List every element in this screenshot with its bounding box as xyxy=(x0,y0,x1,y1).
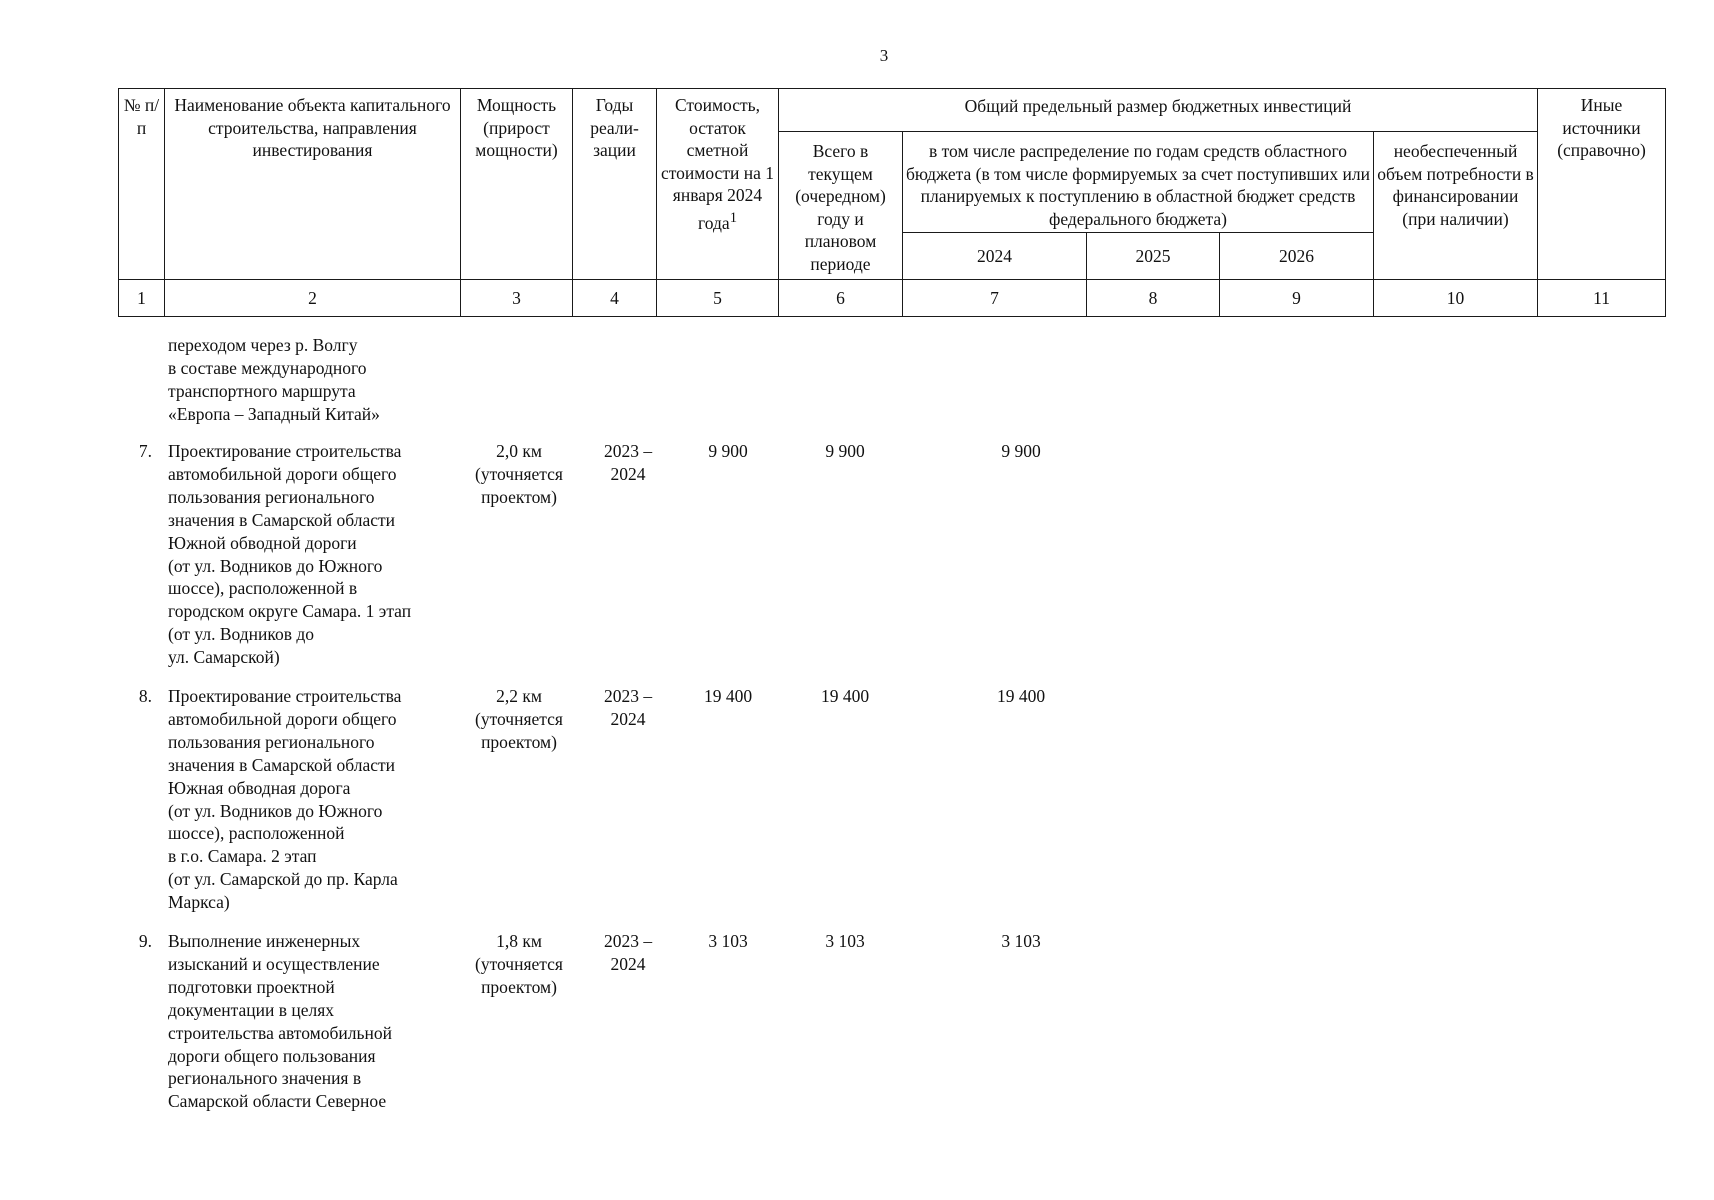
object-name: переходом через р. Волгу в составе международного транспортного маршрута «Европа – Западный Китай» xyxy=(168,335,380,424)
object-name: Выполнение инженерных изысканий и осуществление подготовки проектной документации в целях строительства автомобильной дороги общего пользования регионального значения в Самарской области Северное xyxy=(168,931,392,1112)
page-number: 3 xyxy=(879,46,889,65)
row-number: 7. xyxy=(138,441,152,461)
header-cost-footnote: 1 xyxy=(729,209,737,226)
header-name: Наименование объекта капитального строительства, направления инвестирования xyxy=(165,89,461,280)
object-capacity: 1,8 км (уточняется проектом) xyxy=(475,931,563,997)
header-cost-text: Стоимость, остаток сметной стоимости на 1 января 2024 года xyxy=(661,95,774,233)
object-capacity: 2,2 км (уточняется проектом) xyxy=(475,686,563,752)
total-value: 3 103 xyxy=(825,931,865,951)
column-number: 9 xyxy=(1220,280,1374,317)
column-number: 1 xyxy=(119,280,165,317)
column-number: 8 xyxy=(1087,280,1220,317)
column-number: 5 xyxy=(657,280,779,317)
column-number: 11 xyxy=(1538,280,1666,317)
header-other-sources: Иные источники (справочно) xyxy=(1538,89,1666,280)
year-2024-value: 3 103 xyxy=(1001,931,1041,951)
year-2024-value: 9 900 xyxy=(1001,441,1041,461)
header-capacity: Мощность (прирост мощности) xyxy=(461,89,573,280)
cost-value: 9 900 xyxy=(708,441,748,461)
header-total-current: Всего в текущем (очередном) году и плановом периоде xyxy=(779,132,903,280)
total-value: 19 400 xyxy=(820,686,870,706)
header-no: № п/п xyxy=(119,89,165,280)
column-number: 7 xyxy=(903,280,1087,317)
investment-table-header xyxy=(118,88,1666,317)
header-cost xyxy=(657,89,779,280)
header-distribution: в том числе распределение по годам средств областного бюджета (в том числе формируемых за счет поступивших или планируемых к поступлению в областной бюджет средств федерального бюджета) xyxy=(903,132,1374,233)
implementation-years: 2023 – 2024 xyxy=(603,441,653,484)
row-number: 9. xyxy=(138,931,152,951)
header-total-investment: Общий предельный размер бюджетных инвестиций xyxy=(779,89,1538,132)
column-number: 4 xyxy=(573,280,657,317)
implementation-years: 2023 – 2024 xyxy=(603,931,653,974)
header-year-2024: 2024 xyxy=(903,233,1087,280)
column-number: 2 xyxy=(165,280,461,317)
header-year-2026: 2026 xyxy=(1220,233,1374,280)
cost-value: 19 400 xyxy=(703,686,753,706)
column-number: 3 xyxy=(461,280,573,317)
object-capacity: 2,0 км (уточняется проектом) xyxy=(475,441,563,507)
object-name: Проектирование строительства автомобильной дороги общего пользования регионального значения в Самарской области Южной обводной дороги (от ул. Водников до Южного шоссе), расположенной в городском округе Самара. 1 этап (от ул. Водников до ул. Самарской) xyxy=(168,441,412,668)
column-number-row xyxy=(119,280,1666,317)
column-number: 10 xyxy=(1374,280,1538,317)
header-year-2025: 2025 xyxy=(1087,233,1220,280)
header-years: Годы реали-зации xyxy=(573,89,657,280)
row-number: 8. xyxy=(138,686,152,706)
object-name: Проектирование строительства автомобильной дороги общего пользования регионального значения в Самарской области Южная обводная дорога (от ул. Водников до Южного шоссе), расположенной в г.о. Самара. 2 этап (от ул. Самарской до пр. Карла Маркса) xyxy=(168,686,402,913)
cost-value: 3 103 xyxy=(708,931,748,951)
column-number: 6 xyxy=(779,280,903,317)
header-unsecured: необеспеченный объем потребности в финансировании (при наличии) xyxy=(1374,132,1538,280)
year-2024-value: 19 400 xyxy=(996,686,1046,706)
total-value: 9 900 xyxy=(825,441,865,461)
implementation-years: 2023 – 2024 xyxy=(603,686,653,729)
